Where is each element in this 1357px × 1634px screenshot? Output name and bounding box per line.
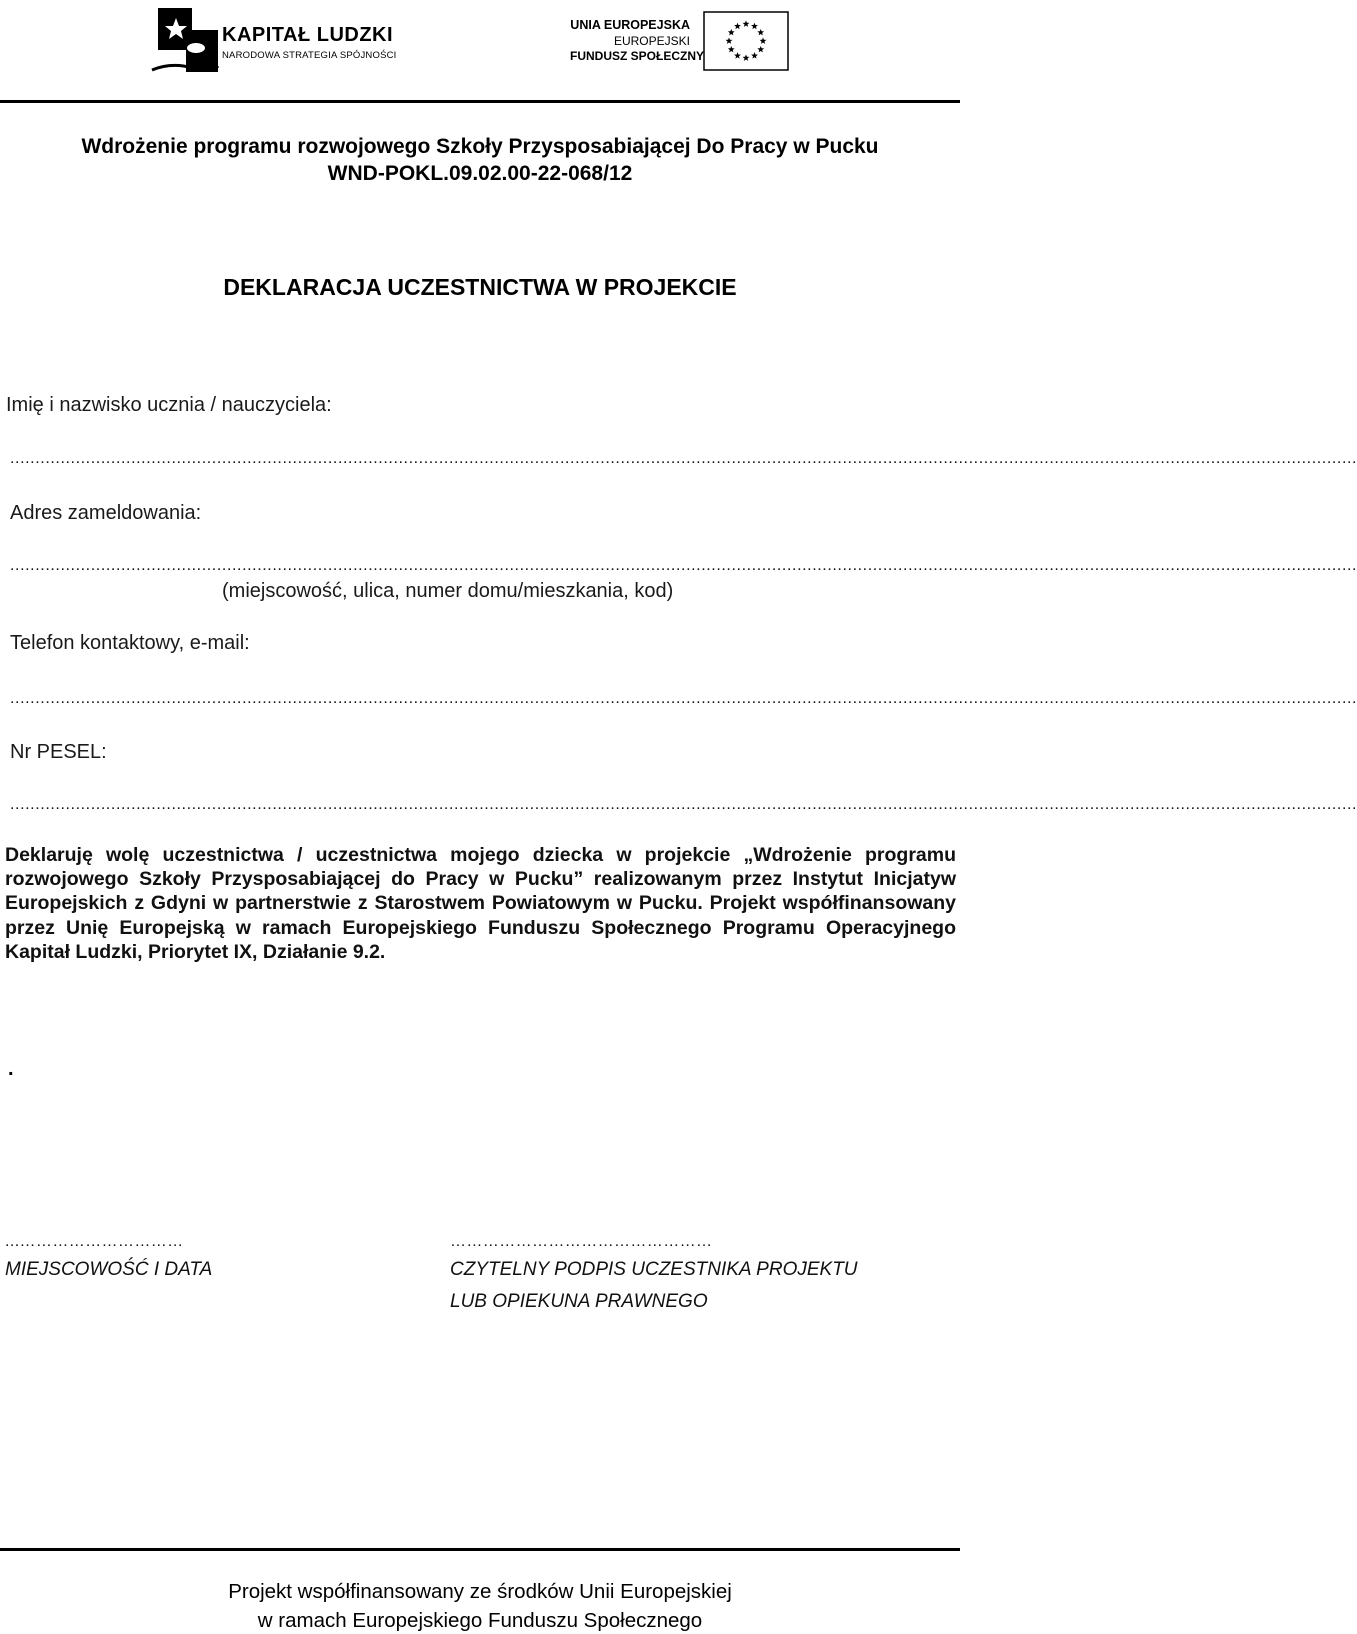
phone-email-field[interactable]: ........................................................................................................................................................................................................................................................................... <box>10 690 1357 707</box>
place-date-label: MIEJSCOWOŚĆ I DATA <box>5 1259 213 1280</box>
name-field[interactable]: ........................................................................................................................................................................................................................................................................... <box>10 450 1357 467</box>
kapital-ludzki-logo <box>152 4 402 76</box>
eu-flag-icon <box>703 11 789 71</box>
pesel-label: Nr PESEL: <box>10 741 107 763</box>
stray-dot: . <box>8 1058 14 1080</box>
project-code: WND-POKL.09.02.00-22-068/12 <box>327 162 633 185</box>
footer-rule <box>0 1548 960 1551</box>
signature-label-line1: CZYTELNY PODPIS UCZESTNIKA PROJEKTU <box>450 1259 858 1280</box>
address-label: Adres zameldowania: <box>10 502 202 524</box>
phone-email-label: Telefon kontaktowy, e-mail: <box>10 632 250 654</box>
kapital-ludzki-emblem-icon <box>152 4 218 76</box>
name-label: Imię i nazwisko ucznia / nauczyciela: <box>6 394 332 416</box>
project-title: Wdrożenie programu rozwojowego Szkoły Przysposabiającej Do Pracy w Pucku <box>81 135 879 158</box>
address-hint: (miejscowość, ulica, numer domu/mieszkania, kod) <box>222 580 674 602</box>
eu-logo-line2: EUROPEJSKI <box>613 34 690 48</box>
kapital-ludzki-name: KAPITAŁ LUDZKI <box>222 24 394 46</box>
eu-logo-line3: FUNDUSZ SPOŁECZNY <box>570 49 705 63</box>
eu-logo-line1: UNIA EUROPEJSKA <box>570 18 690 32</box>
footer-line1: Projekt współfinansowany ze środków Unii Europejskiej <box>228 1580 732 1603</box>
declaration-text: Deklaruję wolę uczestnictwa / uczestnictwa mojego dziecka w projekcie „Wdrożenie programu rozwojowego Szkoły Przysposabiającej do Pracy w Pucku” realizowanym przez Instytut Inicjatyw Europejskich z Gdyni w partnerstwie z Starostwem Powiatowym w Pucku. Projekt współfinansowany przez Unię Europejską w ramach Europejskiego Funduszu Społecznego Programu Operacyjnego Kapitał Ludzki, Priorytet IX, Działanie 9.2. <box>5 844 956 963</box>
signature-label-line2: LUB OPIEKUNA PRAWNEGO <box>450 1291 708 1312</box>
kapital-ludzki-subtitle: NARODOWA STRATEGIA SPÓJNOŚCI <box>222 50 397 61</box>
header-rule <box>0 100 960 103</box>
signature-field[interactable]: ………………………………………… <box>450 1233 713 1250</box>
address-field[interactable]: ........................................................................................................................................................................................................................................................................... <box>10 557 1357 574</box>
footer-line2: w ramach Europejskiego Funduszu Społecznego <box>257 1609 703 1632</box>
pesel-field[interactable]: ........................................................................................................................................................................................................................................................................... <box>10 796 1357 813</box>
eu-logo <box>570 10 795 74</box>
place-date-field[interactable]: ...………………………… <box>5 1233 184 1250</box>
document-title: DEKLARACJA UCZESTNICTWA W PROJEKCIE <box>223 274 737 300</box>
